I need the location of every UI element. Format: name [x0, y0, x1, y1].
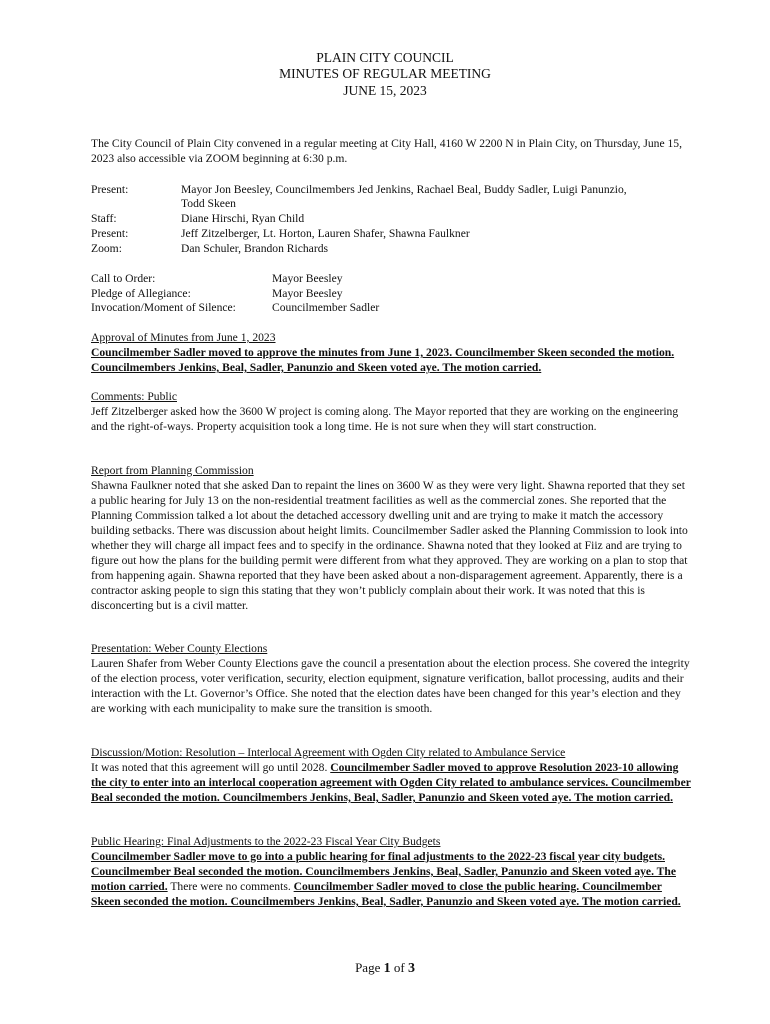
comments-text: Jeff Zitzelberger asked how the 3600 W project is coming along. The Mayor reported that they are working on the engineering and the right-of-ways. Property acquisition took a long time. He is not sure when they will start construction.	[91, 405, 679, 433]
attendance-value: Mayor Jon Beesley, Councilmembers Jed Jenkins, Rachael Beal, Buddy Sadler, Luigi Panunzio,	[181, 183, 627, 196]
meeting-date: JUNE 15, 2023	[343, 83, 427, 98]
attendance-value: Diane Hirschi, Ryan Child	[181, 212, 305, 225]
council-title: PLAIN CITY COUNCIL	[316, 50, 454, 65]
attendance-label: Zoom:	[91, 242, 122, 255]
comments-heading: Comments: Public	[91, 390, 177, 403]
hearing-motion-close: Councilmember Sadler moved to close the public hearing. Councilmember Skeen seconded the motion. Councilmembers Jenkins, Beal, Sadler, Panunzio and Skeen voted aye. The motion carried.	[91, 880, 681, 908]
minutes-section	[91, 330, 691, 375]
planning-section	[91, 463, 691, 613]
footer-of: of	[390, 960, 408, 975]
discussion-body	[91, 760, 691, 805]
attendance-label: Staff:	[91, 212, 117, 225]
opening-value: Mayor Beesley	[272, 272, 343, 285]
attendance-value: Dan Schuler, Brandon Richards	[181, 242, 328, 255]
intro-paragraph: The City Council of Plain City convened in a regular meeting at City Hall, 4160 W 2200 N in Plain City, on Thursday, June 15, 2023 also accessible via ZOOM beginning at 6:30 p.m.	[91, 137, 682, 165]
hearing-section	[91, 834, 691, 909]
opening-label: Invocation/Moment of Silence:	[91, 301, 236, 314]
planning-text: Shawna Faulkner noted that she asked Dan to repaint the lines on 3600 W as they were very light. Shawna reported that they set a public hearing for July 13 on the non-residential treatment facilities as well as the commercial zones. She reported that the Planning Commission talked a lot about the detached accessory dwelling unit and are trying to make it match the accessory building setbacks. There was discussion about height limits. Councilmember Sadler asked the Planning Commission to look into whether they will charge all impact fees and to specify in the ordinance. Shawna noted that they looked at Fiiz and are trying to figure out how the plans for the building permit were different from what they approved. They are working on a plan to stop that from happening again. Shawna reported that they have been asked about a non-disparagement agreement. Apparently, there is a contractor asking people to sign this stating that they won’t publicly complain about their work. It was noted that this is disconcerting but is a civil matter.	[91, 479, 688, 612]
page-number: 1	[383, 961, 391, 976]
opening-label: Pledge of Allegiance:	[91, 287, 191, 300]
discussion-text: It was noted that this agreement will go until 2028.	[91, 761, 331, 774]
discussion-motion: Councilmember Sadler moved to approve Resolution 2023-10 allowing the city to enter into an interlocal cooperation agreement with Ogden City related to ambulance services. Councilmember Beal seconded the motion. Councilmembers Jenkins, Beal, Sadler, Panunzio and Skeen voted aye. The motion carried.	[91, 761, 691, 804]
presentation-text: Lauren Shafer from Weber County Elections gave the council a presentation about the election process. She covered the integrity of the election process, voter verification, security, election equipment, signature verification, ballot processing, audits and their interaction with the Lt. Governor’s Office. She noted that the election dates have been changed for this year’s election and they are working with each municipality to make sure the transition is smooth.	[91, 657, 690, 715]
opening-value: Mayor Beesley	[272, 287, 343, 300]
planning-heading: Report from Planning Commission	[91, 464, 254, 477]
hearing-motion-open: Councilmember Sadler move to go into a public hearing for final adjustments to the 2022-23 fiscal year city budgets. Councilmember Beal seconded the motion. Councilmembers Jenkins, Beal, Sadler, Panunzio and Skeen voted aye. The motion carried.	[91, 850, 676, 893]
meeting-title: MINUTES OF REGULAR MEETING	[279, 66, 491, 81]
opening-label: Call to Order:	[91, 272, 156, 285]
opening-value: Councilmember Sadler	[272, 301, 380, 314]
discussion-section	[91, 745, 691, 805]
attendance-label: Present:	[91, 183, 129, 196]
minutes-heading: Approval of Minutes from June 1, 2023	[91, 331, 276, 344]
footer-prefix: Page	[355, 960, 384, 975]
hearing-heading: Public Hearing: Final Adjustments to the 2022-23 Fiscal Year City Budgets	[91, 835, 441, 848]
attendance-value: Todd Skeen	[181, 197, 236, 210]
attendance-label: Present:	[91, 227, 129, 240]
discussion-heading: Discussion/Motion: Resolution – Interlocal Agreement with Ogden City related to Ambulance Service	[91, 746, 566, 759]
presentation-section	[91, 641, 691, 716]
hearing-body	[91, 849, 691, 909]
presentation-heading: Presentation: Weber County Elections	[91, 642, 268, 655]
page-footer	[0, 960, 770, 977]
comments-section	[91, 389, 691, 434]
minutes-motion: Councilmember Sadler moved to approve the minutes from June 1, 2023. Councilmember Skeen seconded the motion. Councilmembers Jenkins, Beal, Sadler, Panunzio and Skeen voted aye. The motion carried.	[91, 346, 675, 374]
hearing-text: There were no comments.	[167, 880, 294, 893]
page-total: 3	[407, 961, 415, 976]
attendance-value: Jeff Zitzelberger, Lt. Horton, Lauren Shafer, Shawna Faulkner	[181, 227, 470, 240]
